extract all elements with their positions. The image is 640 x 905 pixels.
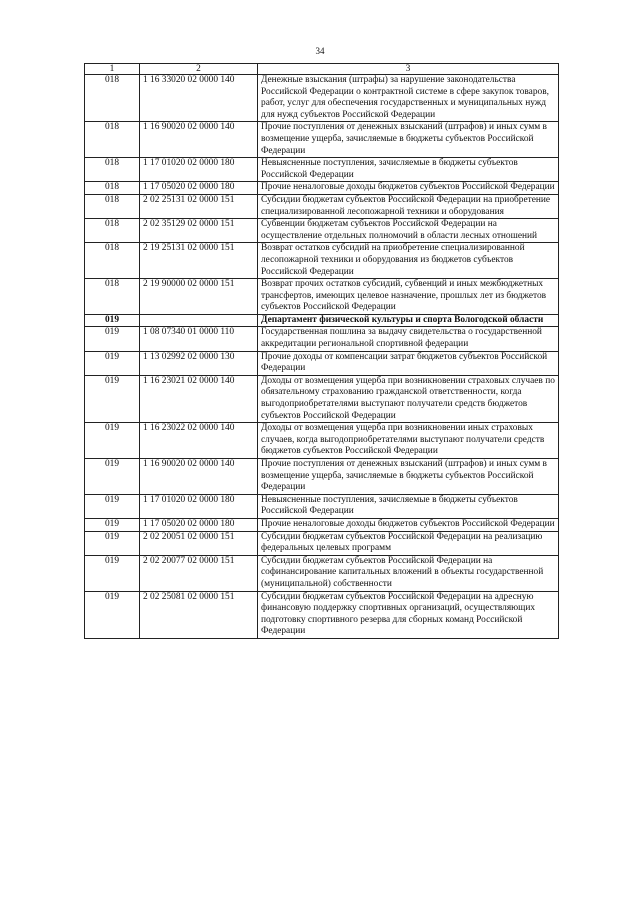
admin-code-cell: 018 bbox=[85, 219, 140, 243]
revenue-code-cell: 2 02 25131 02 0000 151 bbox=[140, 194, 258, 218]
admin-code-cell: 018 bbox=[85, 279, 140, 315]
table-row bbox=[85, 423, 559, 459]
admin-code-cell: 019 bbox=[85, 314, 140, 327]
description-cell: Прочие доходы от компенсации затрат бюджетов субъектов Российской Федерации bbox=[258, 351, 559, 375]
admin-code-cell: 018 bbox=[85, 194, 140, 218]
description-cell: Невыясненные поступления, зачисляемые в бюджеты субъектов Российской Федерации bbox=[258, 494, 559, 518]
table-row bbox=[85, 591, 559, 638]
revenue-code-cell: 2 02 20077 02 0000 151 bbox=[140, 555, 258, 591]
admin-code-cell: 019 bbox=[85, 423, 140, 459]
table-row bbox=[85, 194, 559, 218]
table-row bbox=[85, 327, 559, 351]
page-number: 34 bbox=[315, 46, 325, 56]
revenue-code-cell bbox=[140, 314, 258, 327]
revenue-code-cell: 1 16 23022 02 0000 140 bbox=[140, 423, 258, 459]
admin-code-cell: 019 bbox=[85, 518, 140, 531]
admin-code-cell: 019 bbox=[85, 327, 140, 351]
table-row bbox=[85, 219, 559, 243]
table-row bbox=[85, 158, 559, 182]
admin-code-cell: 019 bbox=[85, 555, 140, 591]
description-cell: Субвенции бюджетам субъектов Российской Федерации на осуществление отдельных полномочий в области лесных отношений bbox=[258, 219, 559, 243]
admin-code-cell: 018 bbox=[85, 243, 140, 279]
description-cell: Денежные взыскания (штрафы) за нарушение законодательства Российской Федерации о контрактной системе в сфере закупок товаров, работ, услуг для обеспечения государственных и муниципальных нужд для нужд субъектов Российской Федерации bbox=[258, 75, 559, 122]
description-cell: Субсидии бюджетам субъектов Российской Федерации на приобретение специализированной лесопожарной техники и оборудования bbox=[258, 194, 559, 218]
revenue-code-cell: 1 17 01020 02 0000 180 bbox=[140, 494, 258, 518]
revenue-code-cell: 2 19 90000 02 0000 151 bbox=[140, 279, 258, 315]
revenue-code-cell: 1 08 07340 01 0000 110 bbox=[140, 327, 258, 351]
table-row bbox=[85, 494, 559, 518]
admin-code-cell: 018 bbox=[85, 182, 140, 195]
table-row bbox=[85, 351, 559, 375]
header-col-3: 3 bbox=[258, 64, 559, 75]
header-col-1: 1 bbox=[85, 64, 140, 75]
revenue-code-cell: 1 17 05020 02 0000 180 bbox=[140, 518, 258, 531]
department-row bbox=[85, 314, 559, 327]
table-row bbox=[85, 518, 559, 531]
table-row bbox=[85, 459, 559, 495]
table-row bbox=[85, 182, 559, 195]
description-cell: Департамент физической культуры и спорта Вологодской области bbox=[258, 314, 559, 327]
description-cell: Государственная пошлина за выдачу свидетельства о государственной аккредитации региональной спортивной федерации bbox=[258, 327, 559, 351]
admin-code-cell: 019 bbox=[85, 591, 140, 638]
revenue-codes-table bbox=[84, 63, 559, 639]
table-row bbox=[85, 531, 559, 555]
revenue-code-cell: 1 17 05020 02 0000 180 bbox=[140, 182, 258, 195]
description-cell: Субсидии бюджетам субъектов Российской Федерации на адресную финансовую поддержку спортивных организаций, осуществляющих подготовку спортивного резерва для сборных команд Российской Федерации bbox=[258, 591, 559, 638]
revenue-code-cell: 1 16 23021 02 0000 140 bbox=[140, 375, 258, 422]
revenue-code-cell: 1 13 02992 02 0000 130 bbox=[140, 351, 258, 375]
description-cell: Возврат остатков субсидий на приобретение специализированной лесопожарной техники и оборудования из бюджетов субъектов Российской Федерации bbox=[258, 243, 559, 279]
admin-code-cell: 018 bbox=[85, 122, 140, 158]
revenue-code-cell: 2 02 35129 02 0000 151 bbox=[140, 219, 258, 243]
description-cell: Невыясненные поступления, зачисляемые в бюджеты субъектов Российской Федерации bbox=[258, 158, 559, 182]
admin-code-cell: 019 bbox=[85, 351, 140, 375]
revenue-code-cell: 1 17 01020 02 0000 180 bbox=[140, 158, 258, 182]
header-col-2: 2 bbox=[140, 64, 258, 75]
admin-code-cell: 018 bbox=[85, 158, 140, 182]
admin-code-cell: 018 bbox=[85, 75, 140, 122]
table-header-row bbox=[85, 64, 559, 75]
description-cell: Прочие неналоговые доходы бюджетов субъектов Российской Федерации bbox=[258, 518, 559, 531]
revenue-code-cell: 2 02 25081 02 0000 151 bbox=[140, 591, 258, 638]
description-cell: Прочие поступления от денежных взысканий (штрафов) и иных сумм в возмещение ущерба, зачисляемые в бюджеты субъектов Российской Федерации bbox=[258, 122, 559, 158]
admin-code-cell: 019 bbox=[85, 494, 140, 518]
table-row bbox=[85, 375, 559, 422]
description-cell: Субсидии бюджетам субъектов Российской Федерации на реализацию федеральных целевых программ bbox=[258, 531, 559, 555]
description-cell: Прочие неналоговые доходы бюджетов субъектов Российской Федерации bbox=[258, 182, 559, 195]
table-row bbox=[85, 279, 559, 315]
revenue-code-cell: 2 02 20051 02 0000 151 bbox=[140, 531, 258, 555]
description-cell: Субсидии бюджетам субъектов Российской Федерации на софинансирование капитальных вложений в объекты государственной (муниципальной) собственности bbox=[258, 555, 559, 591]
revenue-code-cell: 2 19 25131 02 0000 151 bbox=[140, 243, 258, 279]
table-row bbox=[85, 243, 559, 279]
revenue-code-cell: 1 16 90020 02 0000 140 bbox=[140, 459, 258, 495]
revenue-code-cell: 1 16 33020 02 0000 140 bbox=[140, 75, 258, 122]
description-cell: Прочие поступления от денежных взысканий (штрафов) и иных сумм в возмещение ущерба, зачисляемые в бюджеты субъектов Российской Федерации bbox=[258, 459, 559, 495]
table-row bbox=[85, 555, 559, 591]
description-cell: Возврат прочих остатков субсидий, субвенций и иных межбюджетных трансфертов, имеющих целевое назначение, прошлых лет из бюджетов субъектов Российской Федерации bbox=[258, 279, 559, 315]
description-cell: Доходы от возмещения ущерба при возникновении иных страховых случаев, когда выгодоприобретателями выступают получатели средств бюджетов субъектов Российской Федерации bbox=[258, 423, 559, 459]
table-row bbox=[85, 75, 559, 122]
admin-code-cell: 019 bbox=[85, 459, 140, 495]
revenue-code-cell: 1 16 90020 02 0000 140 bbox=[140, 122, 258, 158]
admin-code-cell: 019 bbox=[85, 375, 140, 422]
table-row bbox=[85, 122, 559, 158]
admin-code-cell: 019 bbox=[85, 531, 140, 555]
description-cell: Доходы от возмещения ущерба при возникновении страховых случаев по обязательному страхованию гражданской ответственности, когда выгодоприобретателями выступают получатели средств бюджетов субъектов Российской Федерации bbox=[258, 375, 559, 422]
